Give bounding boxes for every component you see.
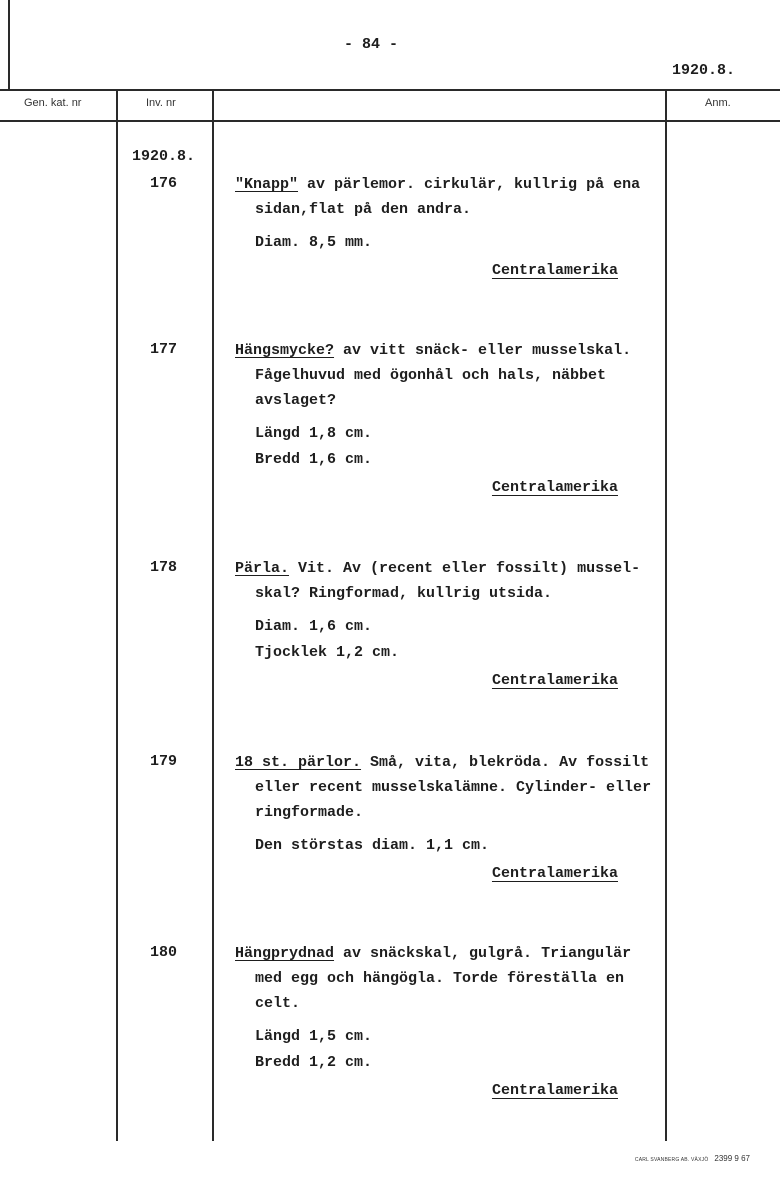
entry-title: 18 st. pärlor.: [235, 754, 362, 771]
entry-description-first: av vitt snäck- eller musselskal.: [334, 342, 632, 359]
entry-description-line: celt.: [255, 995, 301, 1012]
entry-description-first: av pärlemor. cirkulär, kullrig på ena: [298, 176, 641, 193]
entry-origin: Centralamerika: [491, 672, 618, 689]
measurement-line: Bredd 1,6 cm.: [255, 451, 373, 468]
inventory-number: 180: [150, 944, 178, 961]
inventory-number: 176: [150, 175, 178, 192]
column-header-inv: Inv. nr: [146, 97, 176, 109]
entry-description-first: Vit. Av (recent eller fossilt) mussel-: [289, 560, 641, 577]
entry-measurements: [235, 833, 670, 859]
column-header-gen-kat: Gen. kat. nr: [24, 97, 82, 109]
measurement-line: Den störstas diam. 1,1 cm.: [255, 837, 490, 854]
entry-measurements: [235, 614, 670, 666]
catalog-entry: [235, 172, 670, 279]
printer-name: CARL SVANBERG AB. VÄXJÖ: [634, 1157, 709, 1163]
entry-description-line: Fågelhuvud med ögonhål och hals, näbbet: [255, 367, 607, 384]
measurement-line: Tjocklek 1,2 cm.: [255, 644, 400, 661]
entry-title: "Knapp": [235, 176, 299, 193]
page-year-right: 1920.8.: [672, 62, 736, 79]
inventory-year: 1920.8.: [132, 148, 196, 165]
measurement-line: Längd 1,5 cm.: [255, 1028, 373, 1045]
column-divider-inv-desc: [212, 89, 214, 1141]
entry-description: [235, 338, 670, 413]
entry-measurements: [235, 230, 670, 256]
inventory-number: 177: [150, 341, 178, 358]
page-number: - 84 -: [344, 36, 399, 53]
entry-description-line: sidan,flat på den andra.: [255, 201, 472, 218]
column-divider-gen-inv: [116, 89, 118, 1141]
entry-description-line: eller recent musselskalämne. Cylinder- eller: [255, 779, 652, 796]
printer-imprint: [635, 1148, 750, 1166]
inventory-number: 178: [150, 559, 178, 576]
column-header-anm: Anm.: [705, 97, 731, 109]
measurement-line: Bredd 1,2 cm.: [255, 1054, 373, 1071]
entry-origin: Centralamerika: [491, 1082, 618, 1099]
entry-description: [235, 750, 670, 825]
entry-origin: Centralamerika: [491, 479, 618, 496]
entry-title: Hängprydnad: [235, 945, 335, 962]
entry-description-first: av snäckskal, gulgrå. Triangulär: [334, 945, 632, 962]
entry-title: Pärla.: [235, 560, 290, 577]
left-margin-line: [8, 0, 10, 90]
entry-description-line: avslaget?: [255, 392, 337, 409]
entry-origin: Centralamerika: [491, 865, 618, 882]
catalog-entry: [235, 750, 670, 882]
catalog-entry: [235, 556, 670, 689]
entry-description: [235, 941, 670, 1016]
entry-measurements: [235, 1024, 670, 1076]
measurement-line: Diam. 1,6 cm.: [255, 618, 373, 635]
entry-description-line: skal? Ringformad, kullrig utsida.: [255, 585, 553, 602]
inventory-number: 179: [150, 753, 178, 770]
entry-description-first: Små, vita, blekröda. Av fossilt: [361, 754, 650, 771]
catalog-entry: [235, 941, 670, 1099]
entry-measurements: [235, 421, 670, 473]
entry-title: Hängsmycke?: [235, 342, 335, 359]
entry-description-line: ringformade.: [255, 804, 364, 821]
entry-description-line: med egg och hängögla. Torde föreställa en: [255, 970, 625, 987]
catalog-entry: [235, 338, 670, 496]
form-code: 2399 9 67: [714, 1154, 750, 1163]
measurement-line: Diam. 8,5 mm.: [255, 234, 373, 251]
entry-origin: Centralamerika: [491, 262, 618, 279]
measurement-line: Längd 1,8 cm.: [255, 425, 373, 442]
entry-description: [235, 556, 670, 606]
entry-description: [235, 172, 670, 222]
